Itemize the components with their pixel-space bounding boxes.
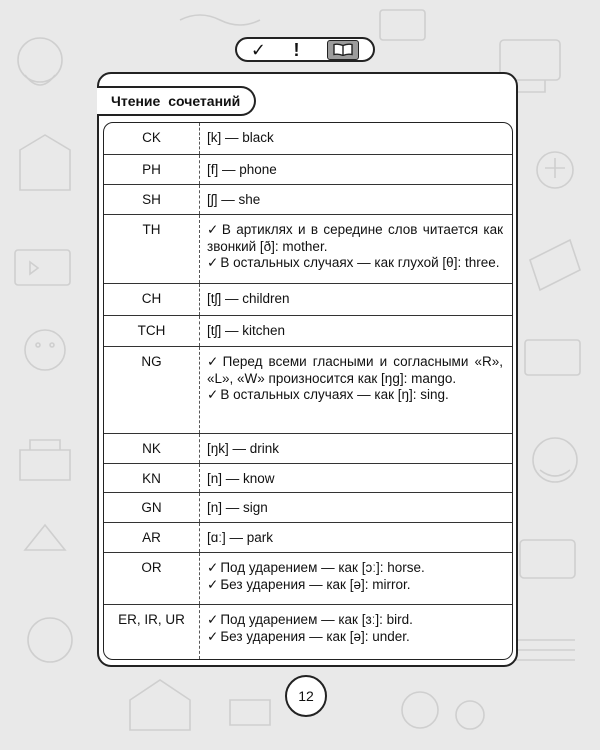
column-divider — [199, 185, 200, 214]
column-divider — [199, 347, 200, 433]
table-row — [104, 346, 512, 433]
table-row — [104, 463, 512, 492]
pronunciation-content — [207, 347, 503, 404]
rule-item — [207, 255, 503, 272]
rule-text: Без ударения — как [ə]: mirror. — [220, 576, 411, 592]
pronunciation-content — [207, 284, 503, 308]
column-divider — [199, 605, 200, 659]
checkmark-icon: ✓ — [207, 387, 219, 402]
column-divider — [199, 284, 200, 315]
transcription-example: [ŋk] — drink — [207, 441, 280, 456]
rule-text: Перед всеми гласными и согласными «R», «L», «W» произносится как [ŋg]: mango. — [207, 354, 503, 386]
letter-combination: GN — [141, 500, 162, 515]
table-row — [104, 552, 512, 604]
table-row — [104, 123, 512, 154]
pronunciation-content — [207, 155, 503, 179]
letter-combination: SH — [142, 192, 161, 207]
letter-combination: NK — [142, 441, 161, 456]
transcription-example: [tʃ] — children — [207, 291, 290, 306]
transcription-example: [tʃ] — kitchen — [207, 323, 286, 338]
pronunciation-content — [207, 215, 503, 272]
pronunciation-content — [207, 605, 503, 645]
transcription-example: [n] — sign — [207, 500, 268, 515]
letter-combination: KN — [142, 471, 161, 486]
table-row — [104, 315, 512, 346]
rule-text: Под ударением — как [ɔː]: horse. — [220, 560, 425, 575]
pronunciation-content — [207, 316, 503, 340]
letter-combination: OR — [141, 560, 162, 575]
transcription-example: [f] — phone — [207, 162, 277, 177]
checkmark-icon: ✓ — [207, 222, 220, 237]
letter-combination: CK — [142, 130, 161, 145]
icon-strip — [235, 37, 375, 62]
letter-combination: TH — [142, 222, 161, 237]
rule-item — [207, 577, 503, 594]
rule-text: Под ударением — как [ɜː]: bird. — [220, 612, 413, 627]
pronunciation-content — [207, 185, 503, 209]
rule-text: В артиклях и в середине слов читается как звонкий [ð]: mother. — [207, 222, 503, 254]
rule-item — [207, 354, 503, 387]
rule-item — [207, 222, 503, 255]
checkmark-icon: ✓ — [207, 628, 219, 644]
table-row — [104, 154, 512, 184]
column-divider — [199, 155, 200, 184]
table-row — [104, 433, 512, 463]
letter-combination: NG — [141, 354, 162, 369]
column-divider — [199, 316, 200, 346]
pronunciation-table — [103, 122, 513, 660]
rule-item — [207, 560, 503, 577]
checkmark-icon: ✓ — [207, 612, 219, 627]
transcription-example: [ʃ] — she — [207, 192, 261, 207]
column-divider — [199, 464, 200, 492]
checkmark-icon: ✓ — [207, 560, 219, 575]
letter-combination: TCH — [137, 323, 166, 338]
column-divider — [199, 493, 200, 522]
table-row — [104, 214, 512, 283]
rule-item — [207, 387, 503, 404]
checkmark-icon: ✓ — [250, 39, 266, 60]
rule-text: В остальных случаях — как [ŋ]: sing. — [220, 387, 449, 402]
table-row — [104, 184, 512, 214]
rule-text: Без ударения — как [ə]: under. — [220, 628, 410, 644]
table-row — [104, 283, 512, 315]
rule-item — [207, 612, 503, 629]
pronunciation-content — [207, 434, 503, 458]
column-divider — [199, 553, 200, 604]
section-title: Чтение сочетаний — [97, 86, 256, 116]
transcription-example: [n] — know — [207, 471, 275, 486]
pronunciation-content — [207, 123, 503, 147]
checkmark-icon: ✓ — [207, 354, 221, 369]
exclamation-icon: ! — [293, 39, 300, 60]
column-divider — [199, 434, 200, 463]
table-row — [104, 492, 512, 522]
letter-combination: AR — [142, 530, 161, 545]
checkmark-icon: ✓ — [207, 255, 219, 270]
column-divider — [199, 123, 200, 154]
pronunciation-content — [207, 523, 503, 547]
transcription-example: [k] — black — [207, 130, 274, 145]
rule-text: В остальных случаях — как глухой [θ]: three. — [220, 255, 500, 270]
transcription-example: [ɑː] — park — [207, 530, 274, 545]
page-number: 12 — [285, 675, 327, 717]
table-row — [104, 522, 512, 552]
pronunciation-content — [207, 464, 503, 488]
book-icon — [327, 40, 359, 60]
pronunciation-content — [207, 493, 503, 517]
pronunciation-content — [207, 553, 503, 593]
rule-item — [207, 629, 503, 646]
letter-combination: ER, IR, UR — [118, 612, 185, 627]
table-row — [104, 604, 512, 659]
letter-combination: PH — [142, 162, 161, 177]
column-divider — [199, 215, 200, 283]
column-divider — [199, 523, 200, 552]
checkmark-icon: ✓ — [207, 576, 219, 592]
letter-combination: CH — [141, 291, 162, 306]
